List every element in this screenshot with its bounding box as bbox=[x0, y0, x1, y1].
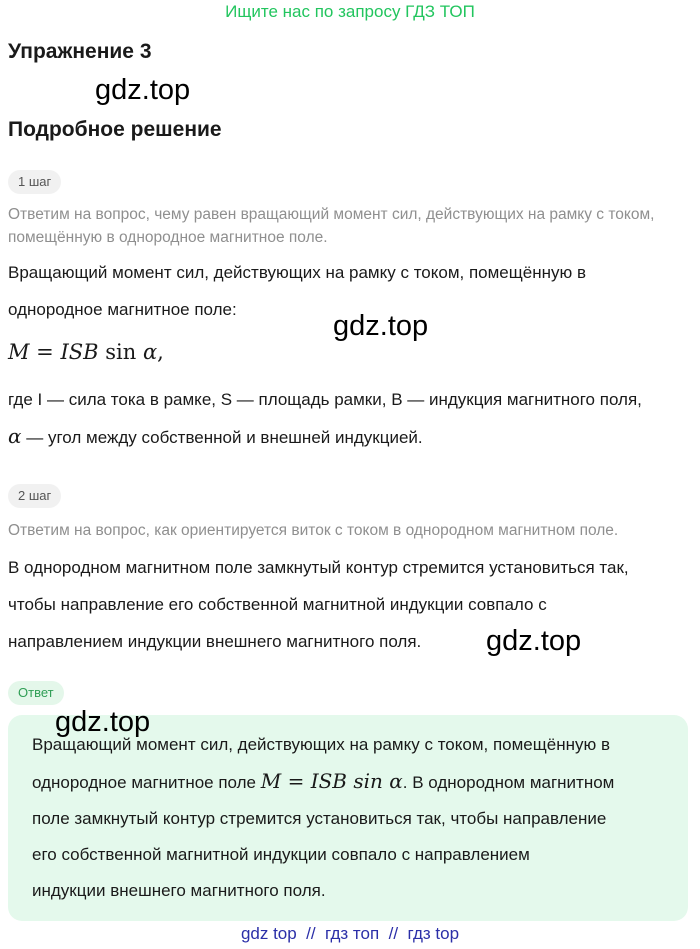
explanation-line-2 bbox=[8, 418, 692, 456]
step-1-line-1: Вращающий момент сил, действующих на рамку с током, помещённую в bbox=[8, 263, 586, 282]
answer-box bbox=[8, 715, 688, 921]
step-2-line-1: В однородном магнитном поле замкнутый контур стремится установиться так, bbox=[8, 558, 629, 577]
formula-alpha: α bbox=[142, 340, 158, 364]
step-1-line-2: однородное магнитное поле: bbox=[8, 300, 237, 319]
step-2-text bbox=[8, 549, 692, 660]
alpha-symbol: α bbox=[8, 424, 22, 448]
watermark: gdz.top bbox=[95, 74, 191, 106]
search-banner: Ищите нас по запросу ГДЗ ТОП bbox=[225, 2, 475, 21]
formula-sin: sin bbox=[98, 340, 143, 364]
answer-formula: M = ISB sin α bbox=[260, 769, 403, 793]
answer-line-3: поле замкнутый контур стремится установиться так, чтобы направление bbox=[32, 809, 607, 828]
explanation-line-1: где I — сила тока в рамке, S — площадь рамки, B — индукция магнитного поля, bbox=[8, 390, 642, 409]
step-2-badge: 2 шаг bbox=[8, 484, 61, 508]
answer-line-2-prefix: однородное магнитное поле bbox=[32, 773, 261, 792]
watermark: gdz.top bbox=[55, 706, 151, 738]
answer-line-1: Вращающий момент сил, действующих на рамку с током, помещённую в bbox=[32, 735, 610, 754]
footer-links[interactable]: gdz top // гдз топ // гдз top bbox=[240, 924, 460, 943]
answer-text bbox=[32, 727, 672, 909]
explanation-line-2-text: — угол между собственной и внешней индукцией. bbox=[21, 428, 423, 447]
step-1-explanation bbox=[8, 381, 692, 456]
step-1-question: Ответим на вопрос, чему равен вращающий момент сил, действующих на рамку с током, помещённую в однородное магнитное поле. bbox=[8, 206, 655, 246]
answer-badge: Ответ bbox=[8, 681, 64, 705]
torque-formula bbox=[8, 340, 164, 364]
formula-comma: , bbox=[157, 340, 164, 364]
solution-heading: Подробное решение bbox=[8, 118, 222, 141]
formula-main: M = ISB bbox=[8, 340, 99, 364]
step-2-line-3: направлением индукции внешнего магнитного поля. bbox=[8, 632, 422, 651]
step-2-question: Ответим на вопрос, как ориентируется виток с током в однородном магнитном поле. bbox=[8, 522, 619, 539]
answer-line-2 bbox=[32, 763, 672, 801]
answer-line-2-suffix: . В однородном магнитном bbox=[402, 773, 615, 792]
answer-line-4: его собственной магнитной индукции совпало с направлением bbox=[32, 845, 530, 864]
exercise-title: Упражнение 3 bbox=[8, 40, 152, 63]
step-1-badge: 1 шаг bbox=[8, 170, 61, 194]
answer-line-5: индукции внешнего магнитного поля. bbox=[32, 881, 326, 900]
step-2-line-2: чтобы направление его собственной магнитной индукции совпало с bbox=[8, 595, 547, 614]
watermark: gdz.top bbox=[486, 625, 582, 657]
watermark: gdz.top bbox=[333, 310, 429, 342]
